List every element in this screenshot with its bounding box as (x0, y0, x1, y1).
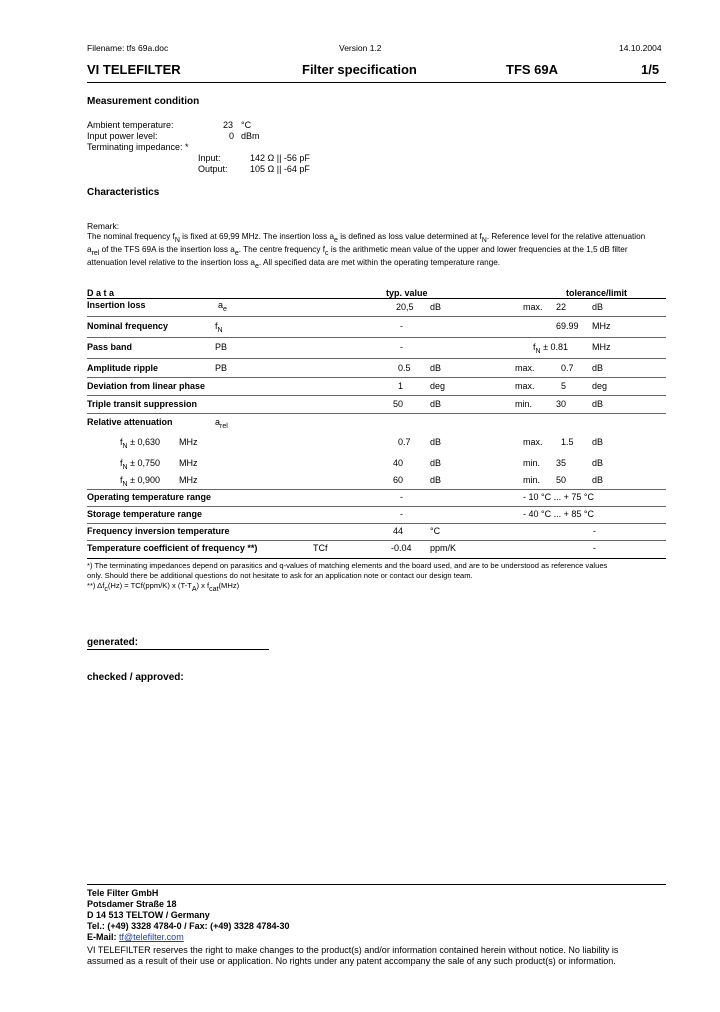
ra1-freq: $f_N \pm 0,630$ (120, 437, 161, 450)
triple-lim-unit: dB (592, 399, 604, 409)
footer-tel: Tel.: (+49) 3328 4784-0 / Fax: (+49) 3328 4784-30 (87, 921, 290, 931)
triple-typ: 50 (393, 399, 404, 409)
st-temp-lim: - 40 °C ... + 85 °C (523, 509, 594, 519)
ripple-typ: 0.5 (398, 363, 411, 373)
output-value: 105 Ω || -64 pF (250, 164, 310, 174)
tcf-lim: - (593, 543, 596, 553)
st-temp-label: Storage temperature range (87, 509, 203, 519)
power-label: Input power level: (87, 131, 158, 141)
tcf-typ: -0.04 (391, 543, 412, 553)
inv-temp-lim: - (593, 526, 596, 536)
ra2-unit: MHz (179, 458, 198, 468)
power-value: 0 (229, 131, 235, 141)
phase-typ: 1 (398, 381, 404, 391)
footer-disclaimer-2: assumed as a result of their use or application. No rights under any patent accompany the sale of any such product(s) or information. (87, 956, 616, 966)
ra1-lim-unit: dB (592, 437, 604, 447)
tcf-typ-unit: ppm/K (430, 543, 457, 553)
phase-lim-unit: deg (592, 381, 608, 391)
pass-band-lim: $f_N \pm 0.81$ (533, 342, 569, 355)
page-number: 1/5 (641, 62, 660, 77)
st-temp-typ: - (400, 509, 403, 519)
tcf-label: Temperature coefficient of frequency **) (87, 543, 258, 553)
measurement-title: Measurement condition (87, 96, 200, 107)
footer-email-row (87, 932, 184, 942)
ra2-freq: $f_N \pm 0,750$ (120, 458, 161, 471)
input-value: 142 Ω || -56 pF (250, 153, 310, 163)
triple-lim: 30 (556, 399, 567, 409)
ripple-typ-unit: dB (430, 363, 442, 373)
nominal-freq-label: Nominal frequency (87, 321, 169, 331)
insertion-loss-lim-unit: dB (592, 302, 604, 312)
relatt-label: Relative attenuation (87, 417, 173, 427)
ra2-lim-type: min. (523, 458, 541, 468)
ra3-lim: 50 (556, 475, 567, 485)
op-temp-label: Operating temperature range (87, 492, 212, 502)
ra1-typ: 0.7 (398, 437, 411, 447)
table-bottom-rule (87, 558, 666, 559)
footer-email-label: E-Mail: (87, 932, 117, 942)
triple-typ-unit: dB (430, 399, 442, 409)
input-label: Input: (198, 153, 221, 163)
date: 14.10.2004 (619, 43, 662, 53)
phase-lim-type: max. (515, 381, 535, 391)
ripple-symbol: PB (215, 363, 228, 373)
ra2-lim-unit: dB (592, 458, 604, 468)
inv-temp-label: Frequency inversion temperature (87, 526, 230, 536)
pass-band-symbol: PB (215, 342, 228, 352)
ra3-lim-unit: dB (592, 475, 604, 485)
characteristics-title: Characteristics (87, 187, 160, 198)
ra1-lim-type: max. (523, 437, 543, 447)
ripple-lim-unit: dB (592, 363, 604, 373)
remark-line-3: attenuation level relative to the insertion loss ae. All specified data are met within the operating temperature range. (87, 258, 501, 270)
footer-disclaimer-1: VI TELEFILTER reserves the right to make changes to the product(s) and/or information contained herein without notice. No liability is (87, 945, 619, 955)
nominal-freq-typ: - (400, 321, 403, 331)
tcf-symbol: TCf (313, 543, 328, 553)
footer-company: Tele Filter GmbH (87, 888, 159, 898)
nominal-freq-symbol: $f_N$ (215, 321, 223, 334)
footer-rule (87, 884, 666, 885)
insertion-loss-label: Insertion loss (87, 300, 146, 310)
footer-email-link[interactable]: tf@telefilter.com (119, 932, 184, 942)
power-unit: dBm (241, 131, 260, 141)
ra2-lim: 35 (556, 458, 567, 468)
footer-city: D 14 513 TELTOW / Germany (87, 910, 210, 920)
remark-label: Remark: (87, 221, 120, 231)
ra3-freq: $f_N \pm 0,900$ (120, 475, 161, 488)
insertion-loss-symbol: $a_e$ (218, 300, 227, 313)
ambient-value: 23 (223, 120, 234, 130)
col-typ: typ. value (386, 288, 428, 298)
inv-temp-typ-unit: °C (430, 526, 441, 536)
nominal-freq-lim-unit: MHz (592, 321, 611, 331)
remark-line-1: The nominal frequency fN is fixed at 69,99 MHz. The insertion loss ae is defined as loss value determined at fN. Reference level for the relative attenuation (87, 232, 646, 244)
pass-band-typ: - (400, 342, 403, 352)
insertion-loss-typ-unit: dB (430, 302, 442, 312)
version: Version 1.2 (339, 43, 382, 53)
ra1-unit: MHz (179, 437, 198, 447)
output-label: Output: (198, 164, 228, 174)
phase-lim: 5 (561, 381, 567, 391)
col-data: D a t a (87, 288, 115, 298)
ra3-lim-type: min. (523, 475, 541, 485)
generated-signature-line (87, 649, 269, 650)
header-rule (87, 82, 666, 83)
ambient-unit: °C (241, 120, 252, 130)
ripple-lim-type: max. (515, 363, 535, 373)
remark-line-2: arel of the TFS 69A is the insertion loss ae. The centre frequency fc is the arithmetic mean value of the upper and lower frequencies at the 1,5 dB filter (87, 245, 628, 257)
footnote-2: **) Δfc(Hz) = TCf(ppm/K) x (T-TA) x fcat(MHz) (87, 581, 240, 593)
doc-title: Filter specification (302, 62, 417, 77)
table-top-rule (87, 298, 666, 299)
ra3-typ-unit: dB (430, 475, 442, 485)
impedance-label: Terminating impedance: * (87, 142, 189, 152)
inv-temp-typ: 44 (393, 526, 404, 536)
insertion-loss-lim-type: max. (523, 302, 543, 312)
ra1-typ-unit: dB (430, 437, 442, 447)
phase-label: Deviation from linear phase (87, 381, 206, 391)
ripple-label: Amplitude ripple (87, 363, 159, 373)
triple-label: Triple transit suppression (87, 399, 198, 409)
op-temp-lim: - 10 °C ... + 75 °C (523, 492, 594, 502)
insertion-loss-lim: 22 (556, 302, 567, 312)
triple-lim-type: min. (515, 399, 533, 409)
brand: VI TELEFILTER (87, 62, 181, 77)
footer-street: Potsdamer Straße 18 (87, 899, 177, 909)
footnote-1a: *) The terminating impedances depend on parasitics and q-values of matching elements and the board used, and are to be understood as reference values (87, 561, 608, 570)
generated-label: generated: (87, 637, 139, 648)
op-temp-typ: - (400, 492, 403, 502)
filename: Filename: tfs 69a.doc (87, 43, 169, 53)
col-tol: tolerance/limit (566, 288, 628, 298)
ra1-lim: 1.5 (561, 437, 574, 447)
checked-label: checked / approved: (87, 672, 184, 683)
nominal-freq-lim: 69.99 (556, 321, 579, 331)
pass-band-lim-unit: MHz (592, 342, 611, 352)
ra3-typ: 60 (393, 475, 404, 485)
ra2-typ-unit: dB (430, 458, 442, 468)
ambient-label: Ambient temperature: (87, 120, 174, 130)
footnote-1b: only. Should there be additional questions do not hesitate to ask for an application note or contact our design team. (87, 571, 473, 580)
relatt-symbol: $a_{rel}$ (215, 417, 228, 430)
ripple-lim: 0.7 (561, 363, 574, 373)
pass-band-label: Pass band (87, 342, 133, 352)
insertion-loss-typ: 20,5 (396, 302, 414, 312)
ra3-unit: MHz (179, 475, 198, 485)
ra2-typ: 40 (393, 458, 404, 468)
phase-typ-unit: deg (430, 381, 446, 391)
part-number: TFS 69A (506, 62, 559, 77)
